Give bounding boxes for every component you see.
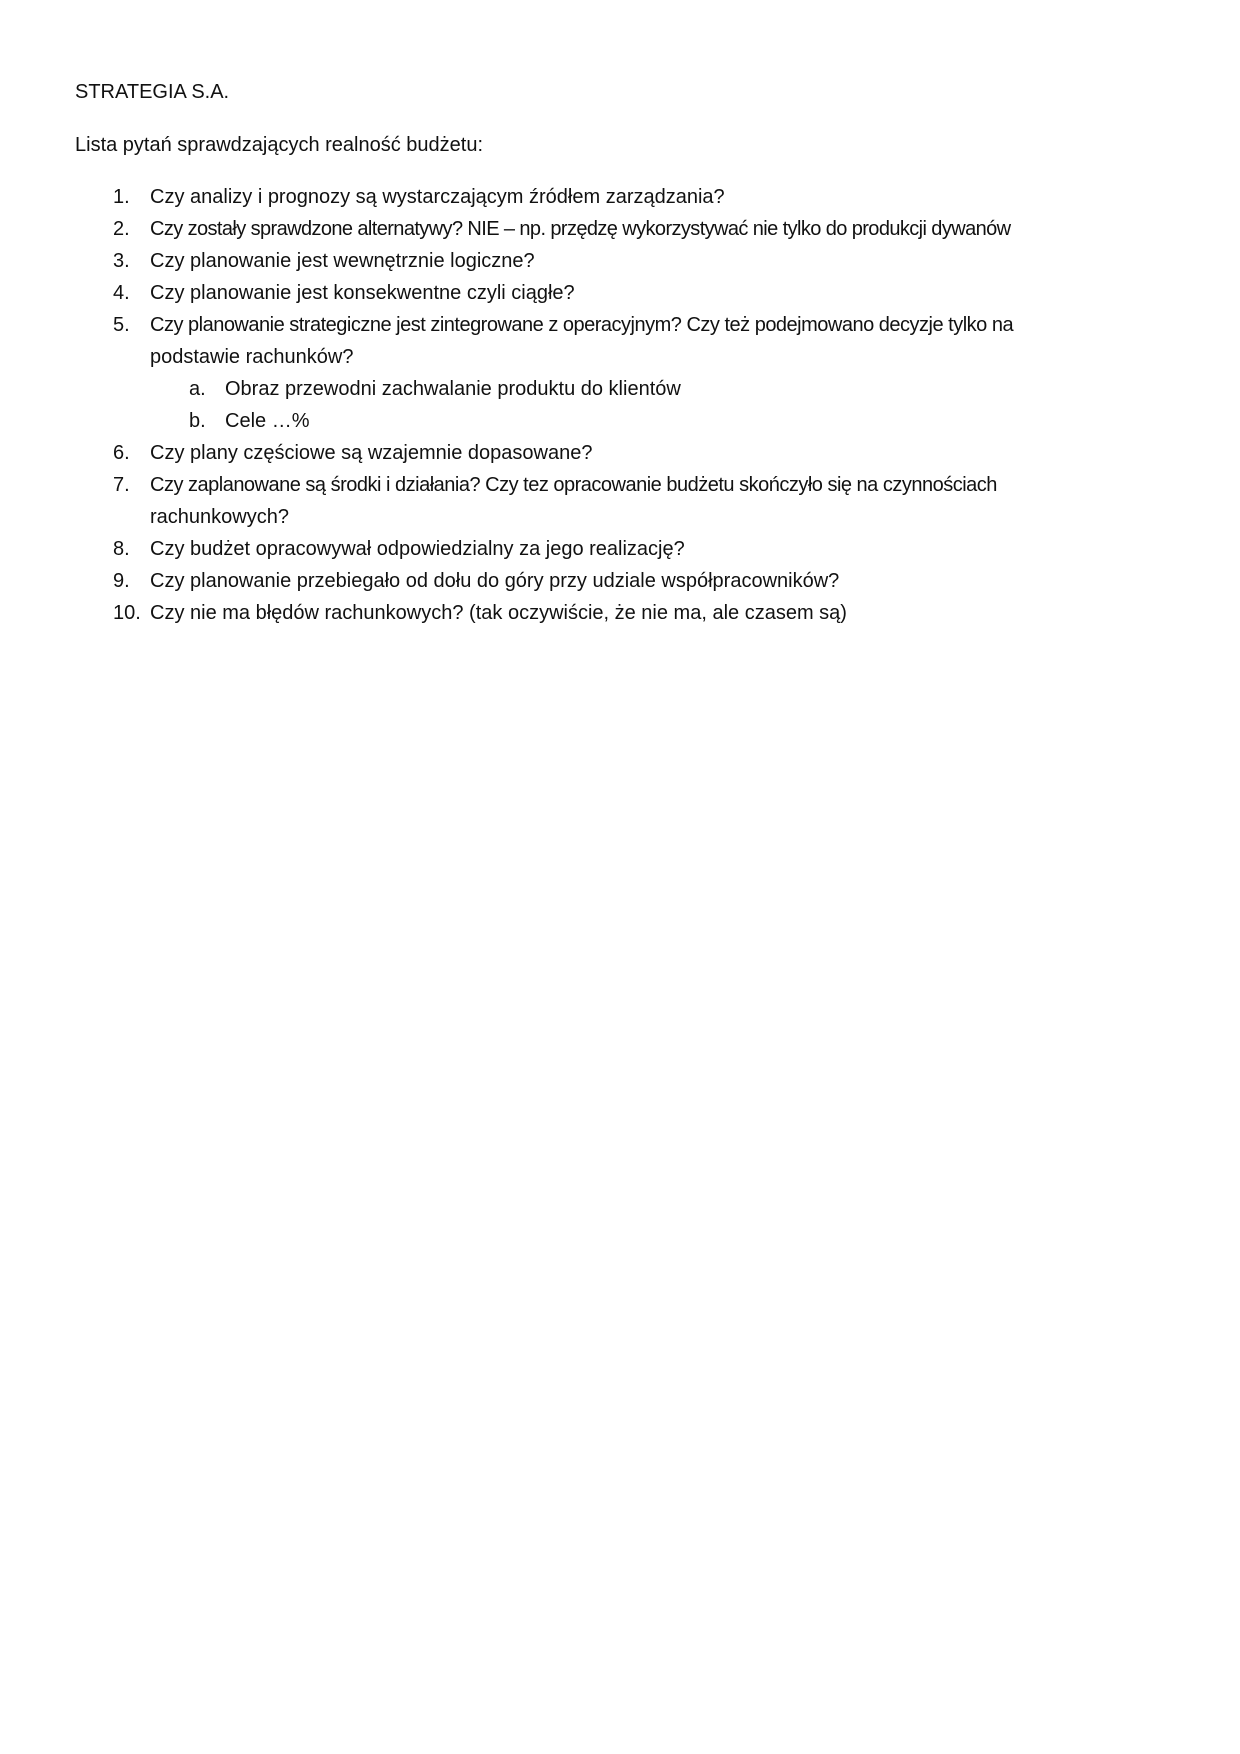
subitem-text: Cele …% — [225, 410, 310, 432]
document-title: STRATEGIA S.A. — [75, 81, 230, 103]
item-text: Czy analizy i prognozy są wystarczającym źródłem zarządzania? — [150, 186, 725, 208]
subitem-letter: b. — [189, 410, 206, 432]
item-text-continued: rachunkowych? — [150, 506, 289, 528]
item-number: 5. — [113, 314, 130, 336]
item-number: 6. — [113, 442, 130, 464]
item-text: Czy budżet opracowywał odpowiedzialny za jego realizację? — [150, 538, 685, 560]
subitem-letter: a. — [189, 378, 206, 400]
item-text: Czy plany częściowe są wzajemnie dopasowane? — [150, 442, 593, 464]
item-text: Czy nie ma błędów rachunkowych? (tak oczywiście, że nie ma, ale czasem są) — [150, 602, 847, 624]
item-text-continued: podstawie rachunków? — [150, 346, 354, 368]
item-number: 7. — [113, 474, 130, 496]
item-number: 3. — [113, 250, 130, 272]
item-text: Czy zaplanowane są środki i działania? Czy tez opracowanie budżetu skończyło się na czynnościach — [150, 474, 997, 496]
item-text: Czy planowanie przebiegało od dołu do góry przy udziale współpracowników? — [150, 570, 840, 592]
item-number: 2. — [113, 218, 130, 240]
item-text: Czy planowanie jest konsekwentne czyli ciągłe? — [150, 282, 575, 304]
item-number: 8. — [113, 538, 130, 560]
item-number: 10. — [113, 602, 141, 624]
item-text: Czy planowanie strategiczne jest zintegrowane z operacyjnym? Czy też podejmowano decyzje tylko na — [150, 314, 1014, 336]
item-text: Czy zostały sprawdzone alternatywy? NIE – np. przędzę wykorzystywać nie tylko do produkcji dywanów — [150, 218, 1011, 240]
item-number: 9. — [113, 570, 130, 592]
item-number: 4. — [113, 282, 130, 304]
intro-text: Lista pytań sprawdzających realność budżetu: — [75, 134, 484, 156]
subitem-text: Obraz przewodni zachwalanie produktu do klientów — [225, 378, 681, 400]
item-number: 1. — [113, 186, 130, 208]
item-text: Czy planowanie jest wewnętrznie logiczne? — [150, 250, 535, 272]
